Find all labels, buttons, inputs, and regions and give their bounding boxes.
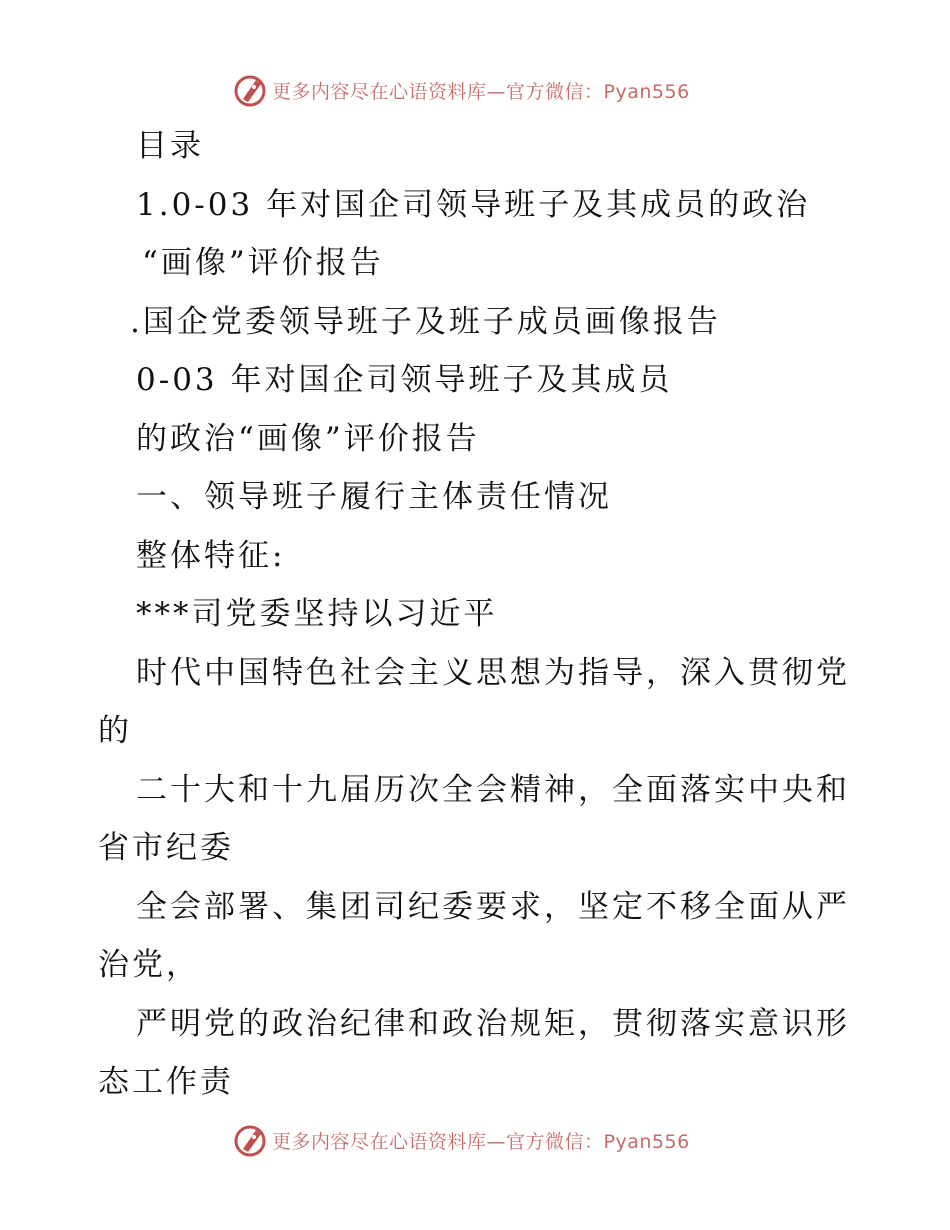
watermark-text: 更多内容尽在心语资料库—官方微信：Pyan556 [272,80,690,103]
pen-nib-circle-icon [232,1122,268,1158]
body-line: ***司党委坚持以习近平 [136,596,498,632]
body-line: 态工作责 [98,1064,234,1100]
body-line: 省市纪委 [98,830,234,866]
toc-heading: 目录 [136,128,204,164]
body-line: 治党， [98,947,200,983]
body-line: 的 [98,713,132,749]
section-heading: 一、领导班子履行主体责任情况 [136,479,612,515]
watermark-banner-top [232,70,690,110]
body-line: 严明党的政治纪律和政治规矩，贯彻落实意识形 [136,1005,850,1042]
report-title-line-1: 0-03 年对国企司领导班子及其成员 [136,362,673,398]
watermark-banner-bottom [232,1120,690,1160]
body-line: 全会部署、集团司纪委要求，坚定不移全面从严 [136,888,850,925]
body-line: 二十大和十九届历次全会精神，全面落实中央和 [136,771,850,808]
toc-entry-2: .国企党委领导班子及班子成员画像报告 [130,303,721,340]
body-line: 时代中国特色社会主义思想为指导，深入贯彻党 [136,654,850,691]
watermark-text: 更多内容尽在心语资料库—官方微信：Pyan556 [272,1130,690,1153]
toc-entry-1: 1.0-03 年对国企司领导班子及其成员的政治 [136,186,811,223]
report-title-line-2: 的政治“画像”评价报告 [136,420,480,457]
toc-entry-1-cont: “画像”评价报告 [142,245,384,281]
pen-nib-circle-icon [232,72,268,108]
document-body [98,117,858,1112]
subheading: 整体特征: [136,537,286,574]
